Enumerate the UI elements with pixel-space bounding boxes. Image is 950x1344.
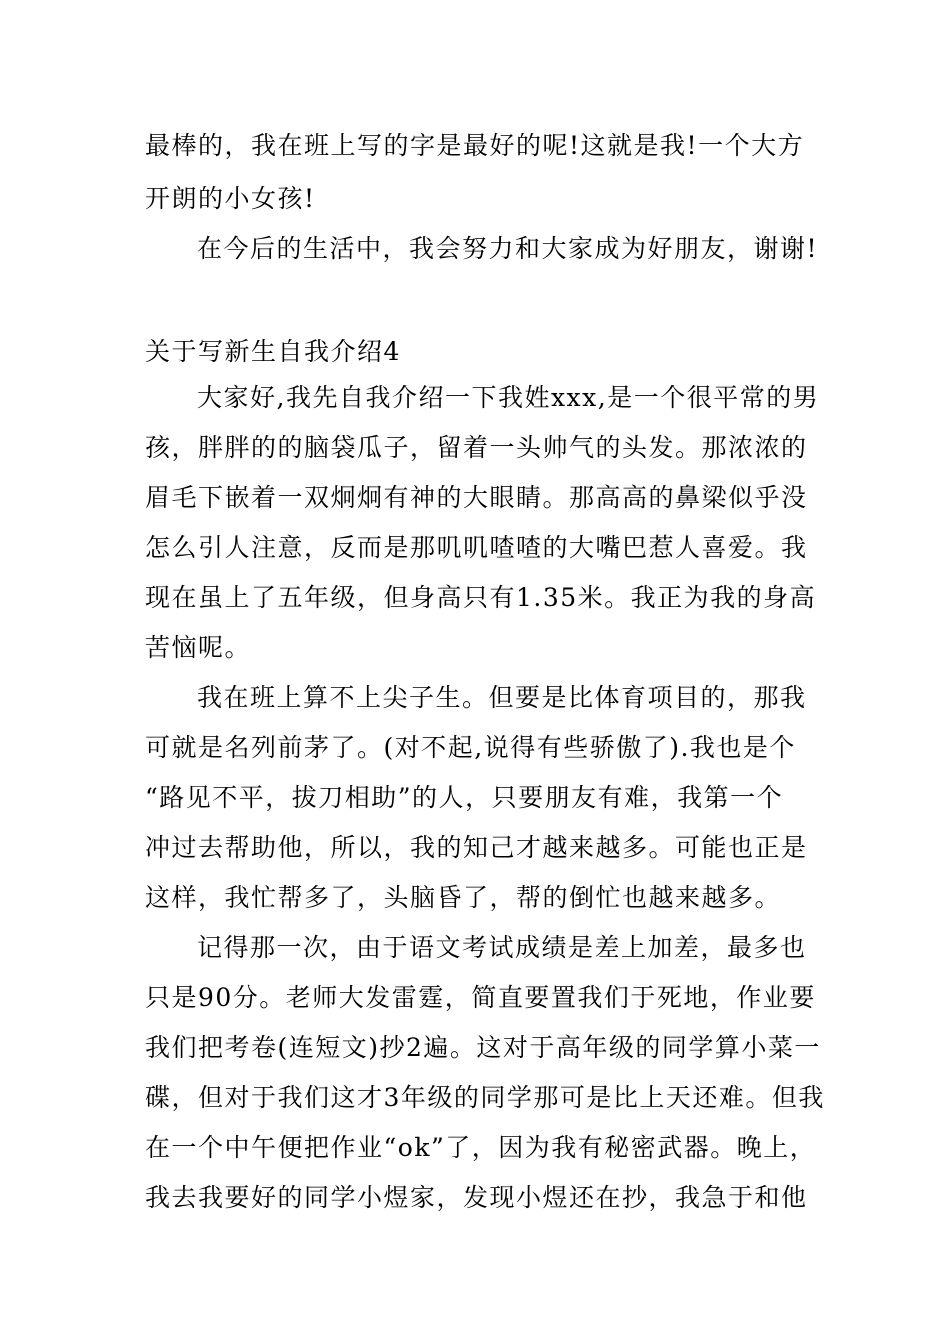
- text-line: 我们把考卷(连短文)抄2遍。这对于高年级的同学算小菜一: [145, 1033, 821, 1062]
- text-line: 碟，但对于我们这才3年级的同学那可是比上天还难。但我: [145, 1083, 825, 1112]
- text-line: 眉毛下嵌着一双炯炯有神的大眼睛。那高高的鼻梁似乎没: [145, 483, 808, 512]
- text-line: 我在班上算不上尖子生。但要是比体育项目的，那我: [197, 683, 807, 712]
- text-line: 冲过去帮助他，所以，我的知己才越来越多。可能也正是: [145, 833, 808, 862]
- closing-line: 在今后的生活中，我会努力和大家成为好朋友，谢谢!: [197, 234, 819, 263]
- text-line: 怎么引人注意，反而是那叽叽喳喳的大嘴巴惹人喜爱。我: [145, 533, 808, 562]
- section-title: 关于写新生自我介绍4: [145, 337, 401, 366]
- text-line: 孩，胖胖的的脑袋瓜子，留着一头帅气的头发。那浓浓的: [145, 433, 808, 462]
- text-line: 记得那一次，由于语文考试成绩是差上加差，最多也: [197, 933, 807, 962]
- text-line: 开朗的小女孩!: [145, 184, 316, 213]
- text-line: 这样，我忙帮多了，头脑昏了，帮的倒忙也越来越多。: [145, 883, 782, 912]
- text-line: 只是90分。老师大发雷霆，简直要置我们于死地，作业要: [145, 983, 816, 1012]
- text-line: 现在虽上了五年级，但身高只有1.35米。我正为我的身高: [145, 583, 817, 612]
- text-line: 最棒的，我在班上写的字是最好的呢!这就是我!一个大方: [145, 131, 805, 160]
- text-line: 可就是名列前茅了。(对不起,说得有些骄傲了).我也是个: [145, 733, 796, 762]
- text-line: 苦恼呢。: [145, 633, 252, 662]
- text-line: 大家好,我先自我介绍一下我姓xxx,是一个很平常的男: [197, 383, 820, 412]
- text-line: 我去我要好的同学小煜家，发现小煜还在抄，我急于和他: [145, 1183, 808, 1212]
- text-line: 在一个中午便把作业“ok”了，因为我有秘密武器。晚上，: [145, 1133, 817, 1162]
- text-line: “路见不平，拔刀相助”的人，只要朋友有难，我第一个: [145, 783, 784, 812]
